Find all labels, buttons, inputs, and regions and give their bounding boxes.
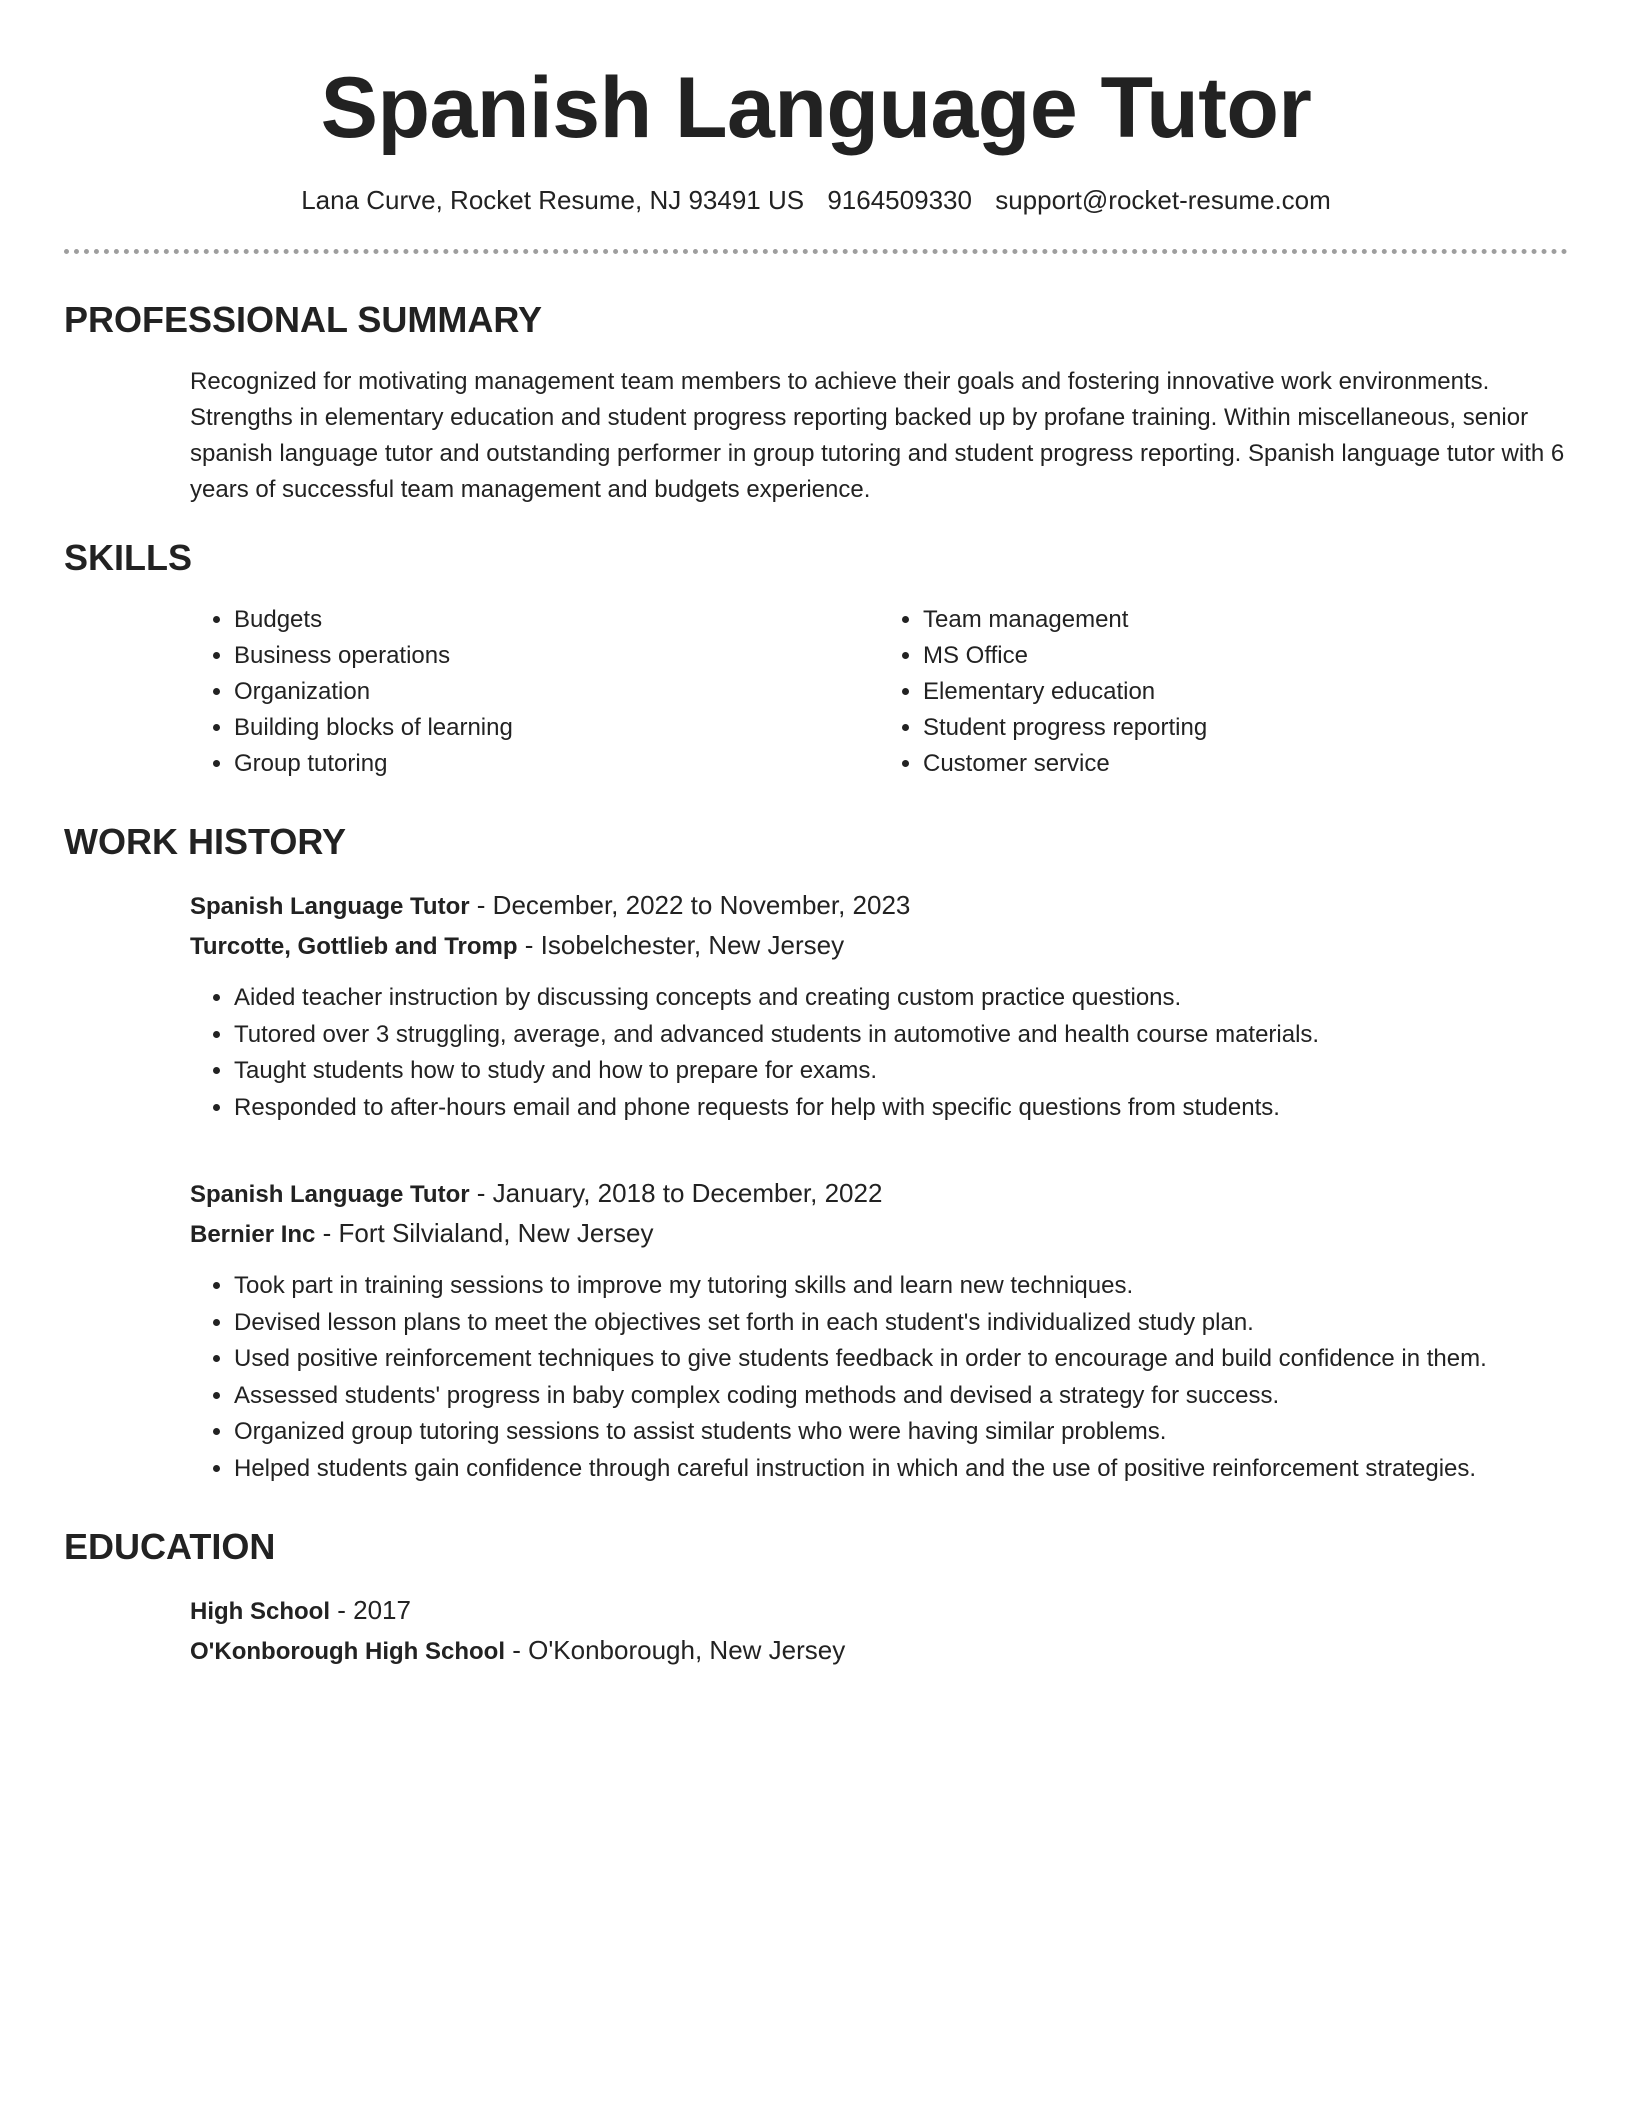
job-title: Spanish Language Tutor [190, 893, 470, 920]
skill-item: • MS Office [923, 638, 1568, 674]
education-year: - 2017 [330, 1595, 411, 1625]
job-bullet: • Used positive reinforcement techniques to give students feedback in order to encourage and build confidence in them. [234, 1341, 1568, 1378]
skill-item: • Organization [234, 674, 879, 710]
work-history-heading: WORK HISTORY [64, 821, 347, 862]
job-location: - Isobelchester, New Jersey [517, 930, 845, 960]
education-entry [64, 1591, 1568, 1671]
contact-line [64, 182, 1568, 218]
skills-heading: SKILLS [64, 537, 193, 578]
job-dates: - December, 2022 to November, 2023 [469, 890, 911, 920]
skills-list-left [190, 602, 879, 782]
education-degree: High School [190, 1598, 330, 1625]
resume-title: Spanish Language Tutor [320, 60, 1312, 156]
education-school-line [190, 1631, 1568, 1671]
contact-address: Lana Curve, Rocket Resume, NJ 93491 US [301, 185, 805, 215]
job-entry [64, 1174, 1568, 1487]
job-bullet: • Taught students how to study and how to prepare for exams. [234, 1053, 1568, 1090]
job-bullet: • Helped students gain confidence through careful instruction in which and the use of positive reinforcement strategies. [234, 1451, 1568, 1488]
job-title-line [190, 1174, 1568, 1214]
header-divider [64, 249, 1568, 254]
skill-item: • Customer service [923, 746, 1568, 782]
summary-text: Recognized for motivating management team members to achieve their goals and fostering innovative work environments. Strengths in elementary education and student progress reporting backed up by profane training. Within miscellaneous, senior spanish language tutor and outstanding performer in group tutoring and student progress reporting. Spanish language tutor with 6 years of successful team management and budgets experience. [190, 368, 1565, 503]
contact-email: support@rocket-resume.com [995, 185, 1331, 215]
skills-list-right [879, 602, 1568, 782]
education-degree-line [190, 1591, 1568, 1631]
skill-item: • Budgets [234, 602, 879, 638]
job-entry [64, 886, 1568, 1126]
skill-item: • Building blocks of learning [234, 710, 879, 746]
job-dates: - January, 2018 to December, 2022 [469, 1178, 883, 1208]
education-heading: EDUCATION [64, 1526, 276, 1567]
summary-heading: PROFESSIONAL SUMMARY [64, 299, 543, 340]
skill-item: • Student progress reporting [923, 710, 1568, 746]
job-bullets [190, 980, 1568, 1126]
job-bullet: • Organized group tutoring sessions to assist students who were having similar problems. [234, 1414, 1568, 1451]
job-bullet: • Devised lesson plans to meet the objectives set forth in each student's individualized study plan. [234, 1305, 1568, 1342]
job-company-line [190, 926, 1568, 966]
job-company-line [190, 1214, 1568, 1254]
job-bullet: • Aided teacher instruction by discussing concepts and creating custom practice questions. [234, 980, 1568, 1017]
job-company: Bernier Inc [190, 1221, 316, 1248]
education-school: O'Konborough High School [190, 1638, 505, 1665]
skill-item: • Elementary education [923, 674, 1568, 710]
skill-item: • Business operations [234, 638, 879, 674]
skill-item: • Group tutoring [234, 746, 879, 782]
job-title-line [190, 886, 1568, 926]
job-bullets [190, 1268, 1568, 1487]
education-location: - O'Konborough, New Jersey [505, 1635, 846, 1665]
skill-item: • Team management [923, 602, 1568, 638]
job-title: Spanish Language Tutor [190, 1181, 470, 1208]
job-bullet: • Assessed students' progress in baby complex coding methods and devised a strategy for success. [234, 1378, 1568, 1415]
skills-columns [64, 602, 1568, 782]
job-company: Turcotte, Gottlieb and Tromp [190, 933, 518, 960]
job-bullet: • Took part in training sessions to improve my tutoring skills and learn new techniques. [234, 1268, 1568, 1305]
job-bullet: • Responded to after-hours email and phone requests for help with specific questions from students. [234, 1090, 1568, 1127]
contact-phone: 9164509330 [827, 185, 972, 215]
job-bullet: • Tutored over 3 struggling, average, and advanced students in automotive and health course materials. [234, 1017, 1568, 1054]
job-location: - Fort Silvialand, New Jersey [315, 1218, 654, 1248]
